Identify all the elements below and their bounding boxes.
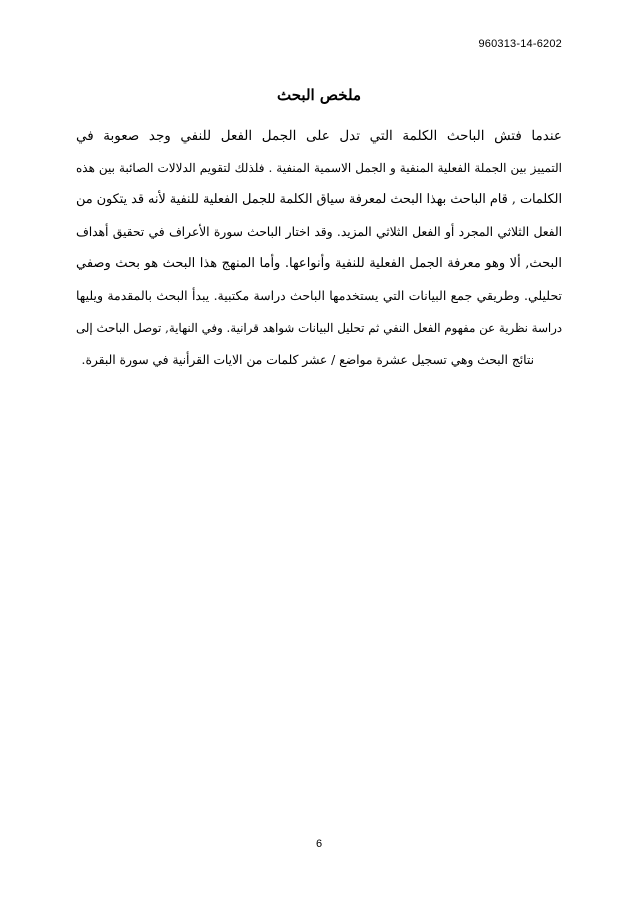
body-line: الكلمات , قام الباحث بهذا البحث لمعرفة سياق الكلمة للجمل الفعلية للنفية لأنه قد يتكون من <box>76 192 562 207</box>
document-id: 960313-14-6202 <box>478 38 562 50</box>
page-title: ملخص البحث <box>277 86 361 104</box>
body-line: تحليلي. وطريقي جمع البيانات التي يستخدمها الباحث دراسة مكتبية. يبدأ البحث بالمقدمة ويليها <box>76 288 562 303</box>
body-line: التمييز بين الجملة الفعلية المنفية و الجمل الاسمية المنفية . فلذلك لتقويم الدلالات الصائبة بين هذه <box>76 161 562 175</box>
body-line: دراسة نظرية عن مفهوم الفعل النفي ثم تحليل البيانات شواهد قرانية. وفي النهاية, توصل الباحث إلى <box>76 321 562 335</box>
body-line: الفعل الثلاثي المجرد أو الفعل الثلاثي المزيد. وقد اختار الباحث سورة الأعراف في تحقيق أهداف <box>76 225 562 239</box>
body-line: نتائج البحث وهي تسجيل عشرة مواضع / عشر كلمات من الايات القرأنية في سورة البقرة. <box>81 353 534 367</box>
page-number: 6 <box>315 838 323 850</box>
body-line: البحث, ألا وهو معرفة الجمل الفعلية للنفية وأنواعها. وأما المنهج هذا البحث هو بحث وصفي <box>76 256 562 271</box>
abstract-body <box>76 120 562 376</box>
body-line: عندما فتش الباحث الكلمة التي تدل على الجمل الفعل للنفي وجد صعوبة في <box>76 128 562 144</box>
